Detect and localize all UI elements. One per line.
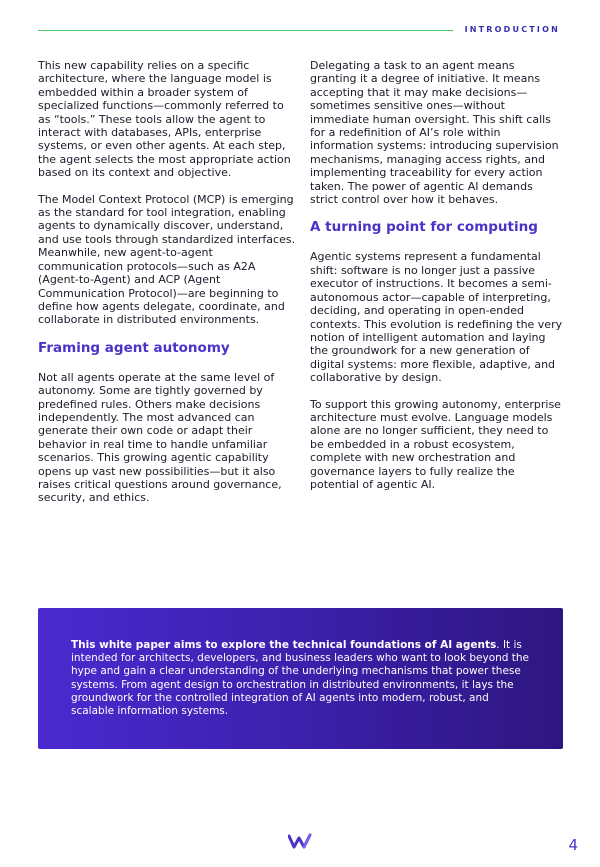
left-paragraph-1: This new capability relies on a specific architecture, where the language model is embedded within a broader system of specialized functions—commonly referred to as “tools.” These tools allow the agent to interact with databases, APIs, enterprise systems, or even other agents. At each step, the agent selects the most appropriate action based on its context and objective. — [38, 59, 291, 180]
right-paragraph-1: Delegating a task to an agent means granting it a degree of initiative. It means accepting that it may make decisions—sometimes sensitive ones—without immediate human oversight. This shift calls for a redefinition of AI’s role within information systems: introducing supervision mechanisms, managing access rights, and implementing traceability for every action taken. The power of agentic AI demands strict control over how it behaves. — [310, 59, 559, 207]
right-column — [310, 59, 564, 504]
right-paragraph-2: Agentic systems represent a fundamental shift: software is no longer just a passive executor of instructions. It becomes a semi-autonomous actor—capable of interpreting, deciding, and operating in open-ended contexts. This evolution is redefining the very notion of intelligent automation and laying the groundwork for a new generation of digital systems: more flexible, adaptive, and collaborative by design. — [310, 250, 563, 385]
heading-framing-agent-autonomy: Framing agent autonomy — [38, 339, 230, 356]
callout-bold-lead: This white paper aims to explore the technical foundations of AI agents — [71, 639, 497, 651]
callout-text: . It is intended for architects, developers, and business leaders who want to look beyond the hype and gain a clear understanding of the underlying mechanisms that power these systems. From agent design to orchestration in distributed environments, it lays the groundwork for the controlled integration of AI agents into modern, robust, and scalable information systems. — [71, 639, 530, 718]
callout-box — [38, 608, 563, 749]
section-label: INTRODUCTION — [464, 25, 560, 34]
left-column — [38, 59, 296, 518]
w-logo-icon — [288, 833, 312, 849]
header-rule — [38, 30, 453, 31]
left-paragraph-3: Not all agents operate at the same level of autonomy. Some are tightly governed by predefined rules. Others make decisions independently. The most advanced can generate their own code or adapt their behavior in real time to handle unfamiliar scenarios. This growing agentic capability opens up vast new possibilities—but it also raises critical questions around governance, security, and ethics. — [38, 370, 282, 505]
left-paragraph-2: The Model Context Protocol (MCP) is emerging as the standard for tool integration, enabling agents to dynamically discover, understand, and use tools through standardized interfaces. Meanwhile, new agent-to-agent communication protocols—such as A2A (Agent-to-Agent) and ACP (Agent Communication Protocol)—are beginning to define how agents delegate, coordinate, and collaborate in distributed environments. — [38, 192, 296, 327]
heading-turning-point: A turning point for computing — [310, 219, 538, 236]
right-paragraph-3: To support this growing autonomy, enterprise architecture must evolve. Language models alone are no longer sufficient, they need to be embedded in a robust ecosystem, complete with new orchestration and governance layers to fully realize the potential of agentic AI. — [310, 397, 561, 491]
page-number: 4 — [568, 836, 578, 854]
